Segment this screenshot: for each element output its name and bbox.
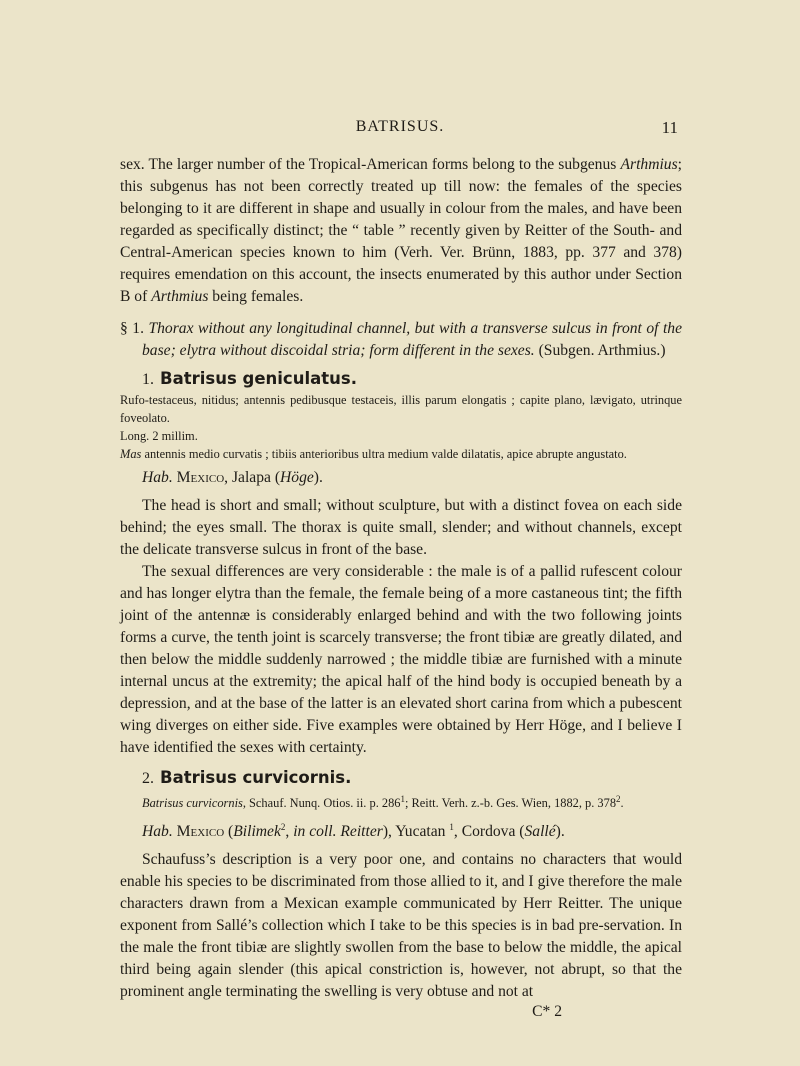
synonymy-line: Batrisus curvicornis, Schauf. Nunq. Otios. ii. p. $286^1$; Reitt. Verh. z.-b. Ges. Wien, 1882, p. $378^2$. bbox=[142, 794, 624, 811]
male-description: Mas antennis medio curvatis ; tibiis anterioribus ultra medium valde dilatatis, apice abrupte angustato. bbox=[120, 447, 627, 461]
genus-name: Arthmius bbox=[620, 156, 678, 173]
description-paragraph: The head is short and small; without sculpture, but with a distinct fovea on each side behind; the eyes small. The thorax is quite small, slender; and without channels, except the delicate transverse sulcus in front of the base. bbox=[120, 497, 682, 558]
page-header bbox=[0, 118, 800, 140]
description-paragraph: Schaufuss’s description is a very poor one, and contains no characters that would enable his species to be discriminated from those allied to it, and I give therefore the male characters drawn from a Mexican example communicated by Herr Reitter. The unique exponent from Sallé’s collection which I take to be this species is in bad pre-servation. In the male the front tibiæ are slightly swollen from the base to below the middle, the apical third being again slender (this apical constriction is, however, not abrupt, so that the prominent angle terminating the swelling is very obtuse and not at bbox=[120, 851, 682, 1001]
section-heading: § 1. Thorax without any longitudinal channel, but with a transverse sulcus in front of the base; elytra without discoidal stria; form different in the sexes. (Subgen. Arthmius.) bbox=[120, 320, 683, 359]
species-heading-2: 2. Batrisus curvicornis. bbox=[142, 768, 352, 787]
species-heading-1: 1. Batrisus geniculatus. bbox=[142, 369, 357, 388]
habitat-line: Hab. Mexico (Bilimek$^2$, in coll. Reitter), Yucatan $^1$, Cordova (Sallé). bbox=[142, 822, 565, 841]
running-head: BATRISUS. bbox=[355, 118, 445, 135]
habitat-line: Hab. Mexico, Jalapa (Höge). bbox=[142, 469, 323, 486]
length-note: Long. 2 millim. bbox=[120, 429, 198, 443]
description-paragraph: The sexual differences are very considerable : the male is of a pallid rufescent colour and has longer elytra than the female, the female being of a more castaneous tint; the fifth joint of the antennæ is considerably enlarged behind and with the two following joints forms a curve, the tenth joint is scarcely transverse; the front tibiæ are greatly dilated, and then below the middle suddenly narrowed ; the middle tibiæ are furnished with a minute internal uncus at the extremity; the apical half of the hind body is occupied beneath by a depression, and at the base of the latter is an elevated short carina from which a pubescent wing diverges on either side. Five examples were obtained by Herr Höge, and I believe I have identified the sexes with certainty. bbox=[120, 563, 682, 756]
page-number: 11 bbox=[661, 118, 678, 137]
latin-description: Rufo-testaceus, nitidus; antennis pedibusque testaceis, illis parum elongatis ; capite plano, lævigato, utrinque foveolato. bbox=[120, 393, 682, 425]
page-body bbox=[120, 154, 682, 1023]
signature-mark: C* 2 bbox=[532, 1003, 562, 1021]
intro-paragraph: sex. The larger number of the Tropical-American forms belong to the subgenus Arthmius; this subgenus has not been correctly treated up till now: the females of the species belonging to it are different in shape and usually in colour from the males, and have been regarded as specifically distinct; the “ table ” recently given by Reitter of the South- and Central-American species known to him (Verh. Ver. Brünn, 1883, pp. 377 and 378) requires emendation on this account, the insects enumerated by this author under Section B of Arthmius being females. bbox=[120, 156, 683, 305]
genus-name: Arthmius bbox=[151, 288, 209, 305]
